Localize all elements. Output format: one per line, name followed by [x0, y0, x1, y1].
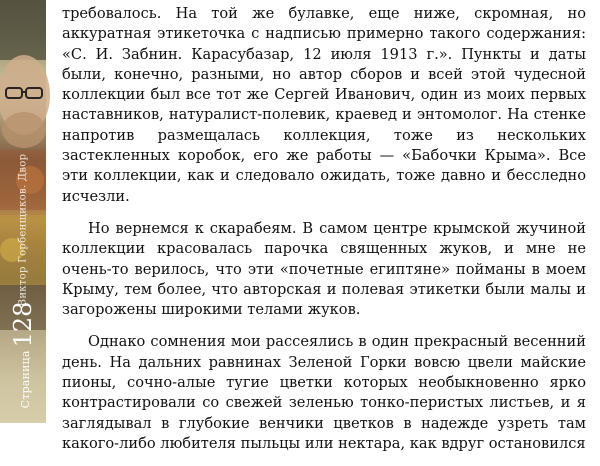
paragraph: Но вернемся к скарабеям. В самом центре крымской жучиной коллекции красовалась парочка священных жуков, и мне не очень-то верилось, что эти «почетные египтяне» пойманы в моем Крыму, тем более, что авторская и полевая этикетки были малы и загорожены широкими телами жуков. — [62, 219, 586, 319]
page-number-value: 128 — [9, 301, 37, 348]
body-text — [62, 4, 586, 466]
page-number — [9, 295, 37, 415]
paragraph: требовалось. На той же булавке, еще ниже, скромная, но аккуратная этикеточка с надписью примерно такого содержания: «С. И. Забнин. Карасубазар, 12 июля 1913 г.». Пункты и даты были, конечно, разными, но автор сборов и всей этой чудесной коллекции был все тот же Сергей Иванович, один из моих первых наставников, натуралист-полевик, краевед и энтомолог. На стенке напротив размещалась коллекция, тоже из нескольких застекленных коробок, его же работы — «Бабочки Крыма». Все эти коллекции, как и следовало ожидать, тоже давно и бесследно исчезли. — [62, 5, 586, 205]
book-author-title: Виктор Горбенщиков. Двор — [17, 153, 29, 307]
side-photo-strip — [0, 0, 46, 423]
paragraph: Однако сомнения мои рассеялись в один прекрасный весенний день. На дальних равнинах Зеленой Горки вовсю цвели майские пионы, сочно-алые тугие цветки которых необыкновенно ярко контрастировали со свежей зеленью тонко-перистых листьев, и я заглядывал в глубокие венчики цветков в надежде узреть там какого-либо любителя пыльцы или нектара, как вдруг остановился — [62, 333, 586, 452]
page-label: Страница — [19, 350, 32, 409]
